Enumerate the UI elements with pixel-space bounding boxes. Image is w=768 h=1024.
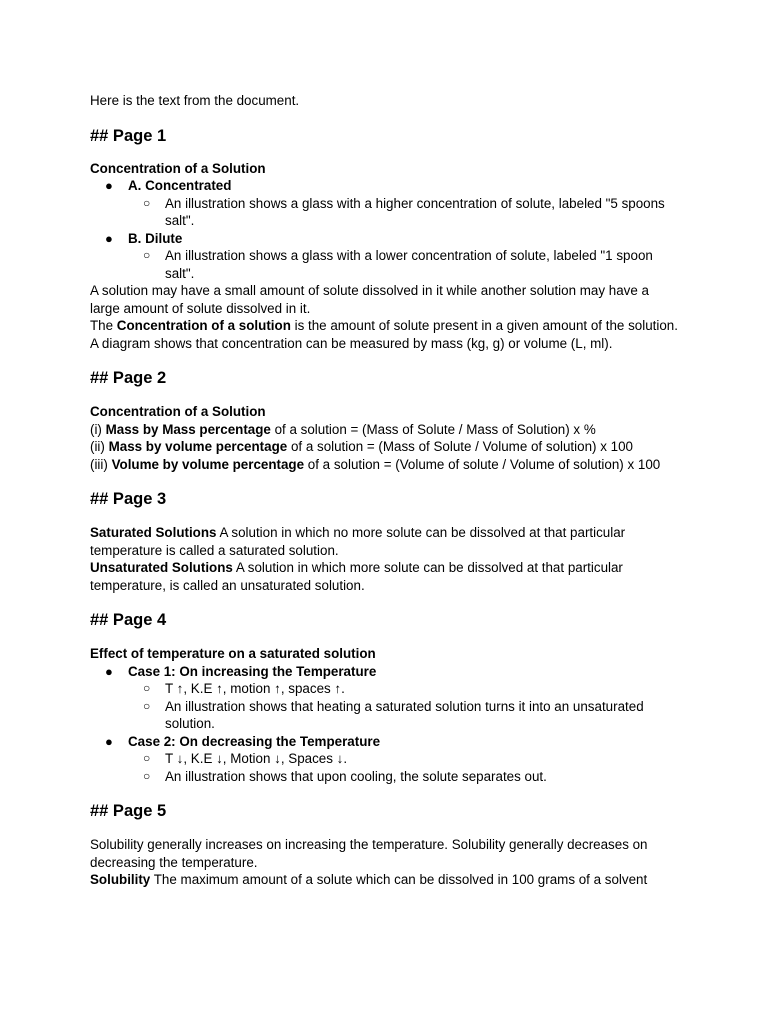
solubility-definition [90, 871, 680, 889]
page-4-section [90, 645, 680, 785]
list-item-case-1 [90, 663, 680, 733]
circle-bullet-icon: ○ [143, 698, 151, 713]
list-item-dilute [90, 230, 680, 283]
sub-list-item [128, 247, 680, 282]
page-1-heading: ## Page 1 [90, 126, 167, 145]
sub-list-item [128, 698, 680, 733]
bullet-icon: ● [105, 178, 113, 193]
circle-bullet-icon: ○ [143, 681, 151, 695]
sub-list-text: An illustration shows that heating a saturated solution turns it into an unsaturated solution. [165, 698, 644, 731]
page-2-title-text: Concentration of a Solution [90, 404, 266, 419]
bold-term: Solubility [90, 872, 151, 887]
circle-bullet-icon: ○ [143, 248, 151, 262]
text-run: is the amount of solute present in a given amount of the solution. A diagram shows that concentration can be measured by mass (kg, g) or volume (L, ml). [90, 318, 678, 351]
page-5-section [90, 836, 680, 889]
list-item-label: Case 1: On increasing the Temperature [128, 663, 377, 679]
text-run: (iii) [90, 456, 112, 472]
formula-line-1 [90, 421, 680, 439]
text-run: of a solution = (Mass of Solute / Volume of solution) x 100 [287, 439, 633, 454]
text-run: of a solution = (Mass of Solute / Mass of Solution) x % [270, 421, 596, 437]
page-1-section [90, 160, 680, 353]
text-run: The maximum amount of a solute which can be dissolved in 100 grams of a solvent [150, 872, 648, 887]
page-4-list [90, 663, 680, 786]
text-run: A solution in which no more solute can be dissolved at that particular temperature is called a saturated solution. [90, 525, 626, 558]
text-run: of a solution = (Volume of solute / Volume of solution) x 100 [304, 456, 661, 472]
page-4-heading: ## Page 4 [90, 611, 167, 629]
unsaturated-definition [90, 559, 680, 594]
intro-text: Here is the text from the document. [90, 93, 300, 108]
sub-list-text: An illustration shows a glass with a lower concentration of solute, labeled "1 spoon salt". [165, 248, 653, 281]
sub-list [128, 750, 680, 785]
page-5-heading: ## Page 5 [90, 802, 167, 820]
saturated-definition [90, 524, 680, 559]
page-1-list [90, 177, 680, 282]
bold-term: Mass by Mass percentage [105, 421, 271, 437]
page-4-title-text: Effect of temperature on a saturated solution [90, 646, 376, 661]
sub-list [128, 247, 680, 282]
formula-line-2 [90, 438, 680, 456]
sub-list-item [128, 768, 680, 786]
page-2-section [90, 403, 680, 473]
text-run: A solution in which more solute can be dissolved at that particular temperature, is called an unsaturated solution. [90, 560, 623, 593]
sub-list-item [128, 680, 680, 698]
page-5-paragraph-1: Solubility generally increases on increasing the temperature. Solubility generally decreases on decreasing the temperature. [90, 837, 648, 870]
sub-list [128, 680, 680, 733]
bold-term: Unsaturated Solutions [90, 560, 233, 575]
list-item-label: Case 2: On decreasing the Temperature [128, 733, 381, 749]
circle-bullet-icon: ○ [143, 195, 151, 210]
bold-term: Concentration of a solution [116, 318, 291, 333]
page-2-title [90, 403, 680, 421]
bold-term: Saturated Solutions [90, 525, 217, 540]
sub-list-text: T ↑, K.E ↑, motion ↑, spaces ↑. [165, 681, 345, 696]
list-item-label: A. Concentrated [128, 178, 232, 193]
sub-list-text: An illustration shows a glass with a higher concentration of solute, labeled "5 spoons salt". [165, 195, 665, 228]
list-item-label: B. Dilute [128, 230, 183, 246]
text-run: (ii) [90, 439, 109, 454]
bold-term: Volume by volume percentage [111, 456, 305, 472]
page-2-heading: ## Page 2 [90, 369, 167, 387]
page-1-title-text: Concentration of a Solution [90, 160, 266, 176]
page-1-title [90, 160, 680, 178]
sub-list-text: T ↓, K.E ↓, Motion ↓, Spaces ↓. [165, 751, 348, 766]
page-3-section [90, 524, 680, 594]
sub-list-item [128, 195, 680, 230]
page-1-paragraph-1: A solution may have a small amount of solute dissolved in it while another solution may have a large amount of solute dissolved in it. [90, 283, 649, 316]
list-item-case-2 [90, 733, 680, 786]
bullet-icon: ● [105, 663, 113, 679]
bullet-icon: ● [105, 733, 113, 749]
text-run: (i) [90, 421, 106, 437]
circle-bullet-icon: ○ [143, 768, 151, 783]
sub-list-text: An illustration shows that upon cooling, the solute separates out. [165, 768, 547, 784]
document-page [90, 92, 680, 889]
page-1-paragraph-2 [90, 317, 680, 352]
list-item-concentrated [90, 177, 680, 230]
page-4-title [90, 645, 680, 663]
circle-bullet-icon: ○ [143, 751, 151, 765]
text-run: The [90, 318, 117, 333]
sub-list [128, 195, 680, 230]
page-3-heading: ## Page 3 [90, 490, 167, 508]
formula-line-3 [90, 456, 680, 474]
sub-list-item [128, 750, 680, 768]
bullet-icon: ● [105, 230, 113, 246]
bold-term: Mass by volume percentage [108, 439, 288, 454]
